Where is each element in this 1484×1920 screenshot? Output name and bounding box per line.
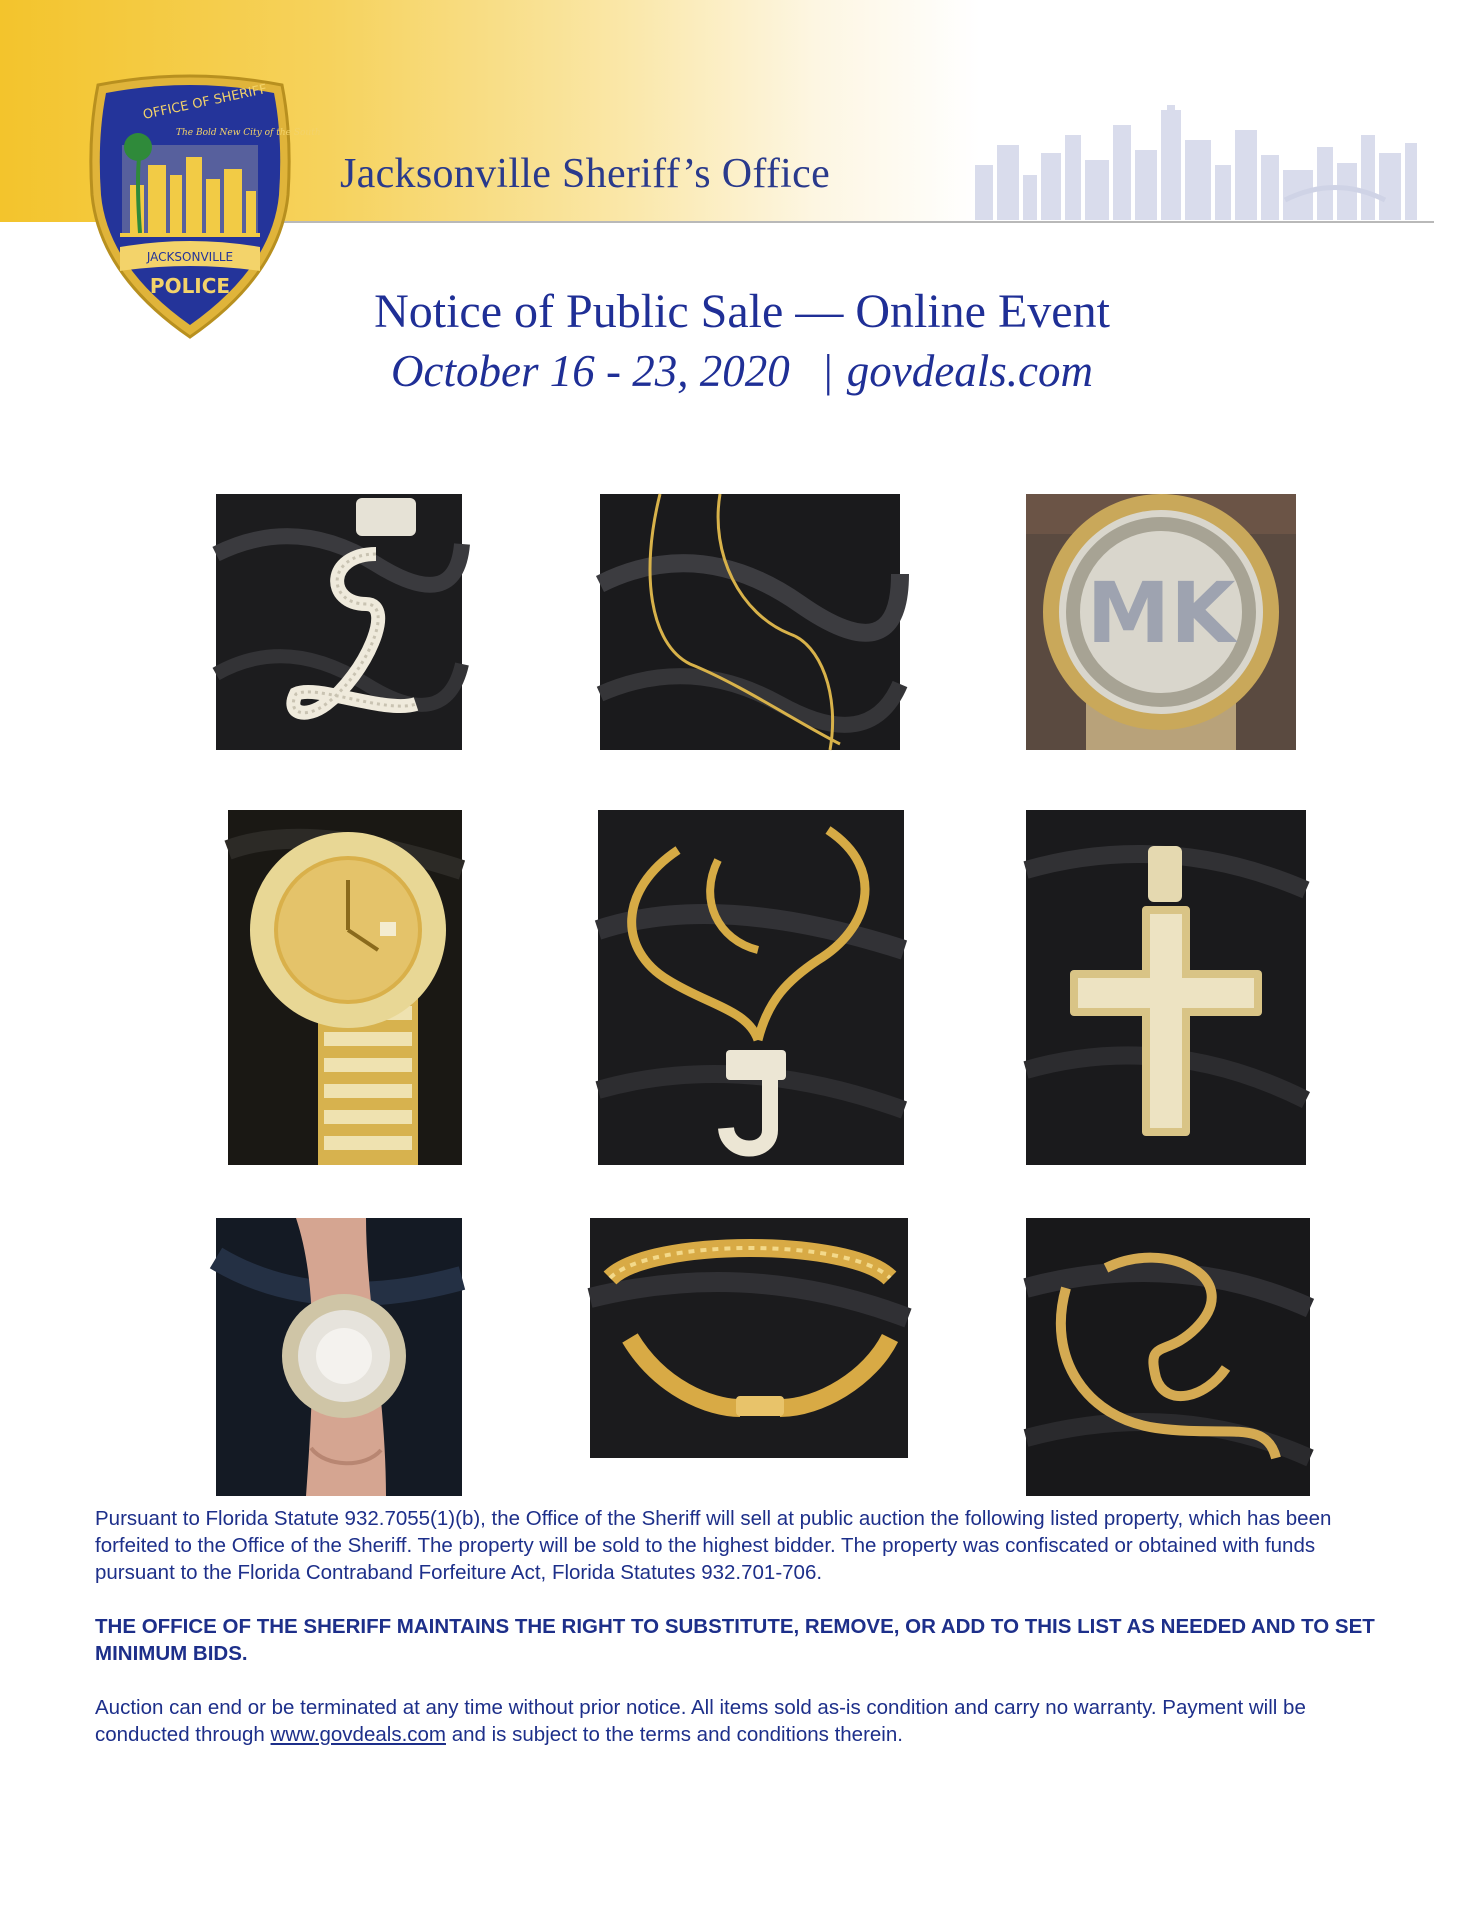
header-rule [240,221,1434,223]
photo-gold-bracelet [590,1218,908,1458]
notice-dates: October 16 - 23, 2020 [391,346,790,396]
diamond-ring-image [216,1218,462,1496]
gold-bracelet-image [590,1218,908,1458]
gold-diamond-watch-image [228,810,462,1165]
statute-paragraph: Pursuant to Florida Statute 932.7055(1)(b), the Office of the Sheriff will sell at public auction the following listed property, which has been forfeited to the Office of the Sheriff. The property will be sold to the highest bidder. The property was confiscated or obtained with funds pursuant to the Florida Contraband Forfeiture Act, Florida Statutes 932.701-706. [95,1507,1332,1584]
badge-city-text: JACKSONVILLE [146,250,234,264]
auction-terms-paragraph [95,1694,1395,1748]
cross-pendant-image [1026,810,1306,1165]
auction-terms-text: Auction can end or be terminated at any time without prior notice. All items sold as-is condition and carry no warranty. Payment will be conducted through [95,1696,1306,1746]
thin-gold-chain-image [600,494,900,750]
photo-thin-gold-chain [600,494,900,750]
j-pendant-rope-chain-image [598,810,904,1165]
notice-subtitle [0,342,1484,400]
rights-paragraph: THE OFFICE OF THE SHERIFF MAINTAINS THE RIGHT TO SUBSTITUTE, REMOVE, OR ADD TO THIS LIST AS NEEDED AND TO SET MINIMUM BIDS. [95,1615,1375,1665]
cuban-link-chain-image [1026,1218,1310,1496]
notice-title: Notice of Public Sale — Online Event [374,285,1110,338]
office-name: Jacksonville Sheriff’s Office [340,151,831,197]
mk-watch-image [1026,494,1296,750]
photo-cuban-link-chain [1026,1218,1310,1496]
svg-text:MK: MK [1086,564,1236,662]
skyline-graphic [975,105,1435,220]
notice-separator: | [823,346,833,396]
photo-diamond-ring [216,1218,462,1496]
photo-gold-diamond-watch [228,810,462,1165]
badge-dept-text: POLICE [149,274,231,298]
badge-motto: The Bold New City of the South [176,128,321,138]
notice-site: govdeals.com [846,346,1093,396]
notice-title-block [0,282,1484,400]
photo-l-crown-pendant [216,494,462,750]
photo-cross-pendant [1026,810,1306,1165]
govdeals-link[interactable]: www.govdeals.com [270,1723,446,1746]
badge-top-text: OFFICE OF SHERIFF [141,81,269,123]
auction-terms-text-end: and is subject to the terms and conditions therein. [446,1723,903,1746]
photo-mk-watch [1026,494,1296,750]
l-crown-pendant-image [216,494,462,750]
sale-terms [95,1505,1395,1775]
photo-j-pendant-rope-chain [598,810,904,1165]
